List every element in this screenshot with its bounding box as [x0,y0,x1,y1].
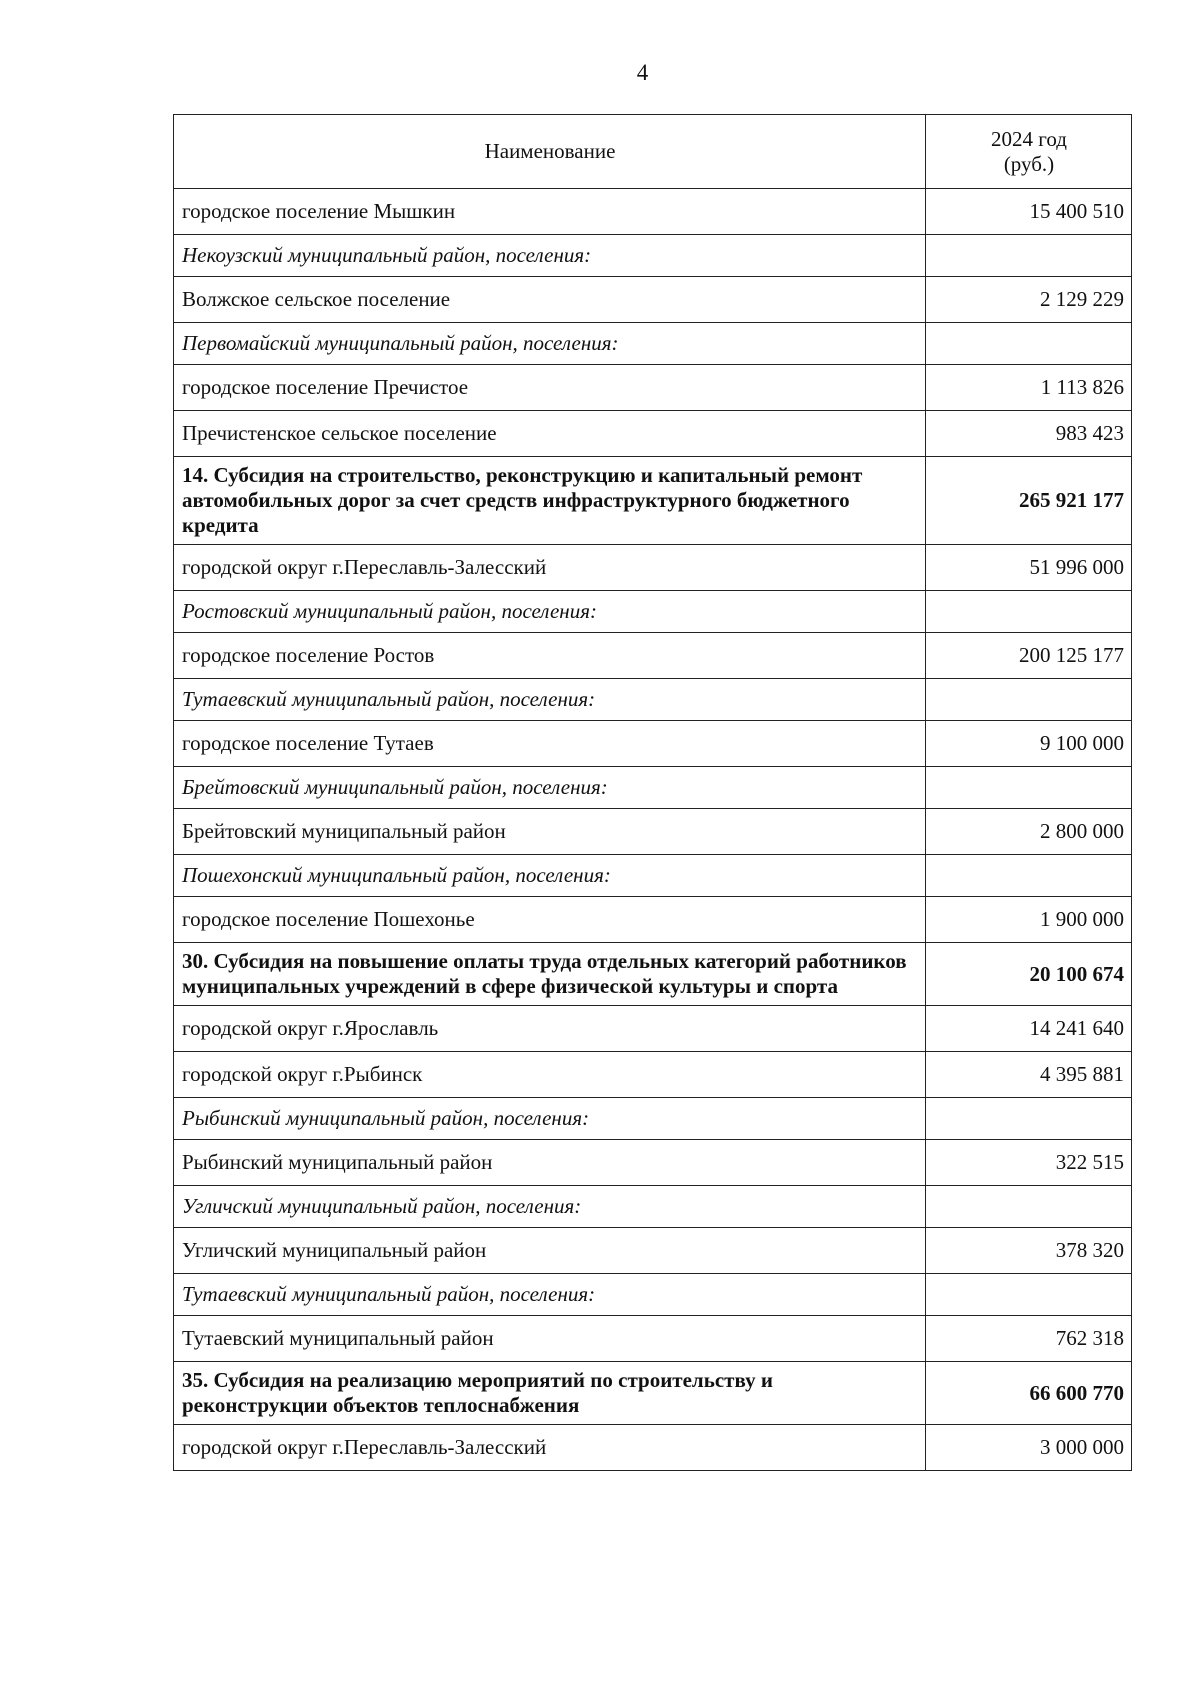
row-value [926,679,1132,721]
row-name: городской округ г.Переславль-Залесский [174,1425,926,1471]
row-value: 14 241 640 [926,1006,1132,1052]
table-row [174,1228,1132,1274]
row-value: 762 318 [926,1316,1132,1362]
table-row [174,365,1132,411]
row-name: 14. Субсидия на строительство, реконструкцию и капитальный ремонт автомобильных дорог за счет средств инфраструктурного бюджетного кредита [174,457,926,545]
row-name: Рыбинский муниципальный район [174,1140,926,1186]
header-value-line1: 2024 год [991,126,1067,151]
row-value [926,1186,1132,1228]
district-row [174,679,1132,721]
table-row [174,545,1132,591]
district-row [174,591,1132,633]
row-value: 3 000 000 [926,1425,1132,1471]
row-name: городской округ г.Переславль-Залесский [174,545,926,591]
row-value: 378 320 [926,1228,1132,1274]
row-name: городское поселение Пречистое [174,365,926,411]
table-body [174,189,1132,1471]
row-name: городское поселение Тутаев [174,721,926,767]
table-row [174,277,1132,323]
row-name: Угличский муниципальный район [174,1228,926,1274]
row-name: Ростовский муниципальный район, поселения: [174,591,926,633]
table-header-row [174,115,1132,189]
subsidy-table [173,114,1132,1471]
section-row [174,943,1132,1006]
table-row [174,721,1132,767]
row-name: 35. Субсидия на реализацию мероприятий по строительству и реконструкции объектов теплоснабжения [174,1362,926,1425]
district-row [174,235,1132,277]
row-name: городской округ г.Ярославль [174,1006,926,1052]
row-name: Пошехонский муниципальный район, поселения: [174,855,926,897]
row-name: 30. Субсидия на повышение оплаты труда отдельных категорий работников муниципальных учреждений в сфере физической культуры и спорта [174,943,926,1006]
table-row [174,1006,1132,1052]
district-row [174,323,1132,365]
row-value [926,323,1132,365]
table-row [174,411,1132,457]
row-value [926,855,1132,897]
row-name: Рыбинский муниципальный район, поселения: [174,1098,926,1140]
row-name: городское поселение Пошехонье [174,897,926,943]
row-value: 983 423 [926,411,1132,457]
district-row [174,767,1132,809]
row-name: Брейтовский муниципальный район [174,809,926,855]
row-value: 9 100 000 [926,721,1132,767]
row-name: городское поселение Ростов [174,633,926,679]
table-row [174,1140,1132,1186]
district-row [174,855,1132,897]
row-value: 1 900 000 [926,897,1132,943]
header-value [926,115,1132,189]
section-row [174,457,1132,545]
row-value: 200 125 177 [926,633,1132,679]
row-value: 322 515 [926,1140,1132,1186]
header-name: Наименование [174,115,926,189]
row-name: Тутаевский муниципальный район, поселения: [174,1274,926,1316]
section-row [174,1362,1132,1425]
table-row [174,189,1132,235]
row-name: Первомайский муниципальный район, поселения: [174,323,926,365]
row-name: Брейтовский муниципальный район, поселения: [174,767,926,809]
table-row [174,1316,1132,1362]
district-row [174,1098,1132,1140]
table-row [174,897,1132,943]
row-value: 66 600 770 [926,1362,1132,1425]
table-row [174,1425,1132,1471]
row-name: Угличский муниципальный район, поселения: [174,1186,926,1228]
district-row [174,1186,1132,1228]
row-name: Некоузский муниципальный район, поселения: [174,235,926,277]
table-row [174,633,1132,679]
row-value: 2 800 000 [926,809,1132,855]
row-value: 15 400 510 [926,189,1132,235]
table-row [174,1052,1132,1098]
page-number: 4 [636,60,649,85]
row-value [926,591,1132,633]
district-row [174,1274,1132,1316]
row-value [926,1098,1132,1140]
row-value: 265 921 177 [926,457,1132,545]
row-name: Волжское сельское поселение [174,277,926,323]
row-value: 1 113 826 [926,365,1132,411]
row-value: 20 100 674 [926,943,1132,1006]
row-name: Тутаевский муниципальный район, поселения: [174,679,926,721]
row-name: Пречистенское сельское поселение [174,411,926,457]
row-value: 2 129 229 [926,277,1132,323]
table-row [174,809,1132,855]
row-value: 51 996 000 [926,545,1132,591]
row-name: городское поселение Мышкин [174,189,926,235]
row-value: 4 395 881 [926,1052,1132,1098]
header-value-line2: (руб.) [1003,151,1055,176]
row-value [926,235,1132,277]
row-name: городской округ г.Рыбинск [174,1052,926,1098]
row-name: Тутаевский муниципальный район [174,1316,926,1362]
row-value [926,1274,1132,1316]
row-value [926,767,1132,809]
